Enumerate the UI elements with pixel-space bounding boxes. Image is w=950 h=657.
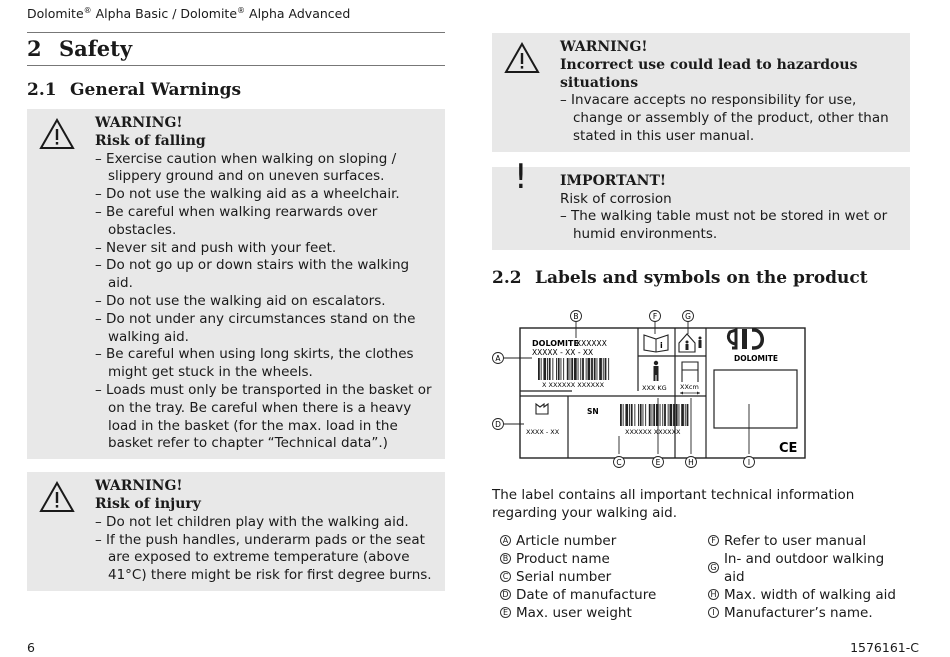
list-item: – Loads must only be transported in the basket or on the tray. Be careful when there is a heavy load in the basket (for the max. load in the basket refer to chapter “Technical data”.) (95, 382, 435, 453)
warning-incorrect-use-box (492, 33, 910, 152)
label-barcode-text: X XXXXXX XXXXXX (542, 380, 605, 389)
legend-item: G In- and outdoor walking aid (700, 550, 908, 586)
list-item: – The walking table must not be stored in wet or humid environments. (560, 208, 900, 244)
legend-item: I Manufacturer’s name. (700, 604, 908, 622)
svg-text:H: H (688, 457, 694, 467)
section-title: Safety (59, 36, 133, 61)
warning-title: Incorrect use could lead to hazardous situations (560, 56, 858, 91)
section-number: 2 (27, 36, 42, 61)
subsection-heading-labels: 2.2 Labels and symbols on the product (492, 267, 868, 288)
legend-item: D Date of manufacture (492, 586, 700, 604)
warning-label: WARNING! (95, 478, 183, 495)
label-date: XXXX - XX (526, 427, 560, 436)
svg-text:F: F (652, 311, 658, 321)
subsection-heading-general: 2.1 General Warnings (27, 80, 242, 100)
list-item: – If the push handles, underarm pads or the seat are exposed to extreme temperature (above 41°C) there might be risk for first degree burns. (95, 532, 435, 585)
list-item: – Invacare accepts no responsibility for use, change or assembly of the product, other than stated in this user manual. (560, 92, 900, 145)
svg-text:D: D (495, 419, 501, 429)
warning-label: WARNING! (95, 115, 183, 131)
list-item: – Do not let children play with the walking aid. (95, 514, 435, 532)
svg-text:E: E (655, 457, 661, 467)
warning-triangle-icon (39, 118, 75, 150)
product-label-diagram (492, 294, 910, 484)
list-item: – Be careful when using long skirts, the clothes might get stuck in the wheels. (95, 346, 435, 382)
svg-text:I: I (747, 457, 751, 467)
legend-item: B Product name (492, 550, 700, 568)
warning-label: WARNING! (560, 39, 648, 55)
marker-g (683, 310, 694, 321)
important-corrosion-box (492, 156, 910, 250)
legend-item: H Max. width of walking aid (700, 586, 908, 604)
svg-text:B: B (573, 311, 579, 321)
label-article: XXXXX - XX - XX (532, 347, 594, 357)
marker-h (686, 456, 697, 467)
warning-triangle-icon (504, 42, 540, 74)
label-serial: XXXXXX XXXXXX (625, 427, 681, 436)
list-item: – Be careful when walking rearwards over obstacles. (95, 204, 435, 240)
label-description: The label contains all important technical information regarding your walking aid. (492, 486, 855, 521)
svg-text:i: i (660, 340, 663, 350)
marker-b (571, 310, 582, 321)
warning-injury-box (27, 472, 445, 591)
warning-title: Risk of falling (95, 132, 206, 149)
warning-list (560, 92, 900, 145)
warning-triangle-icon (39, 481, 75, 513)
right-column (492, 33, 910, 622)
marker-a (493, 352, 504, 363)
ce-mark: CE (779, 440, 798, 456)
warning-list (95, 151, 435, 454)
marker-i (744, 456, 755, 467)
section-heading (27, 32, 445, 66)
document-id: 1576161-C (850, 640, 919, 655)
running-header: Dolomite® Alpha Basic / Dolomite® Alpha Advanced (27, 6, 351, 22)
list-item: – Do not under any circumstances stand on the walking aid. (95, 311, 435, 347)
warning-title: Risk of injury (95, 495, 201, 512)
symbol-legend (492, 532, 910, 622)
important-label: IMPORTANT! (560, 172, 667, 189)
svg-text:A: A (495, 353, 501, 363)
marker-c (614, 456, 625, 467)
list-item: – Exercise caution when walking on sloping / slippery ground and on uneven surfaces. (95, 151, 435, 187)
warning-falling-box (27, 109, 445, 459)
list-item: – Never sit and push with your feet. (95, 240, 435, 258)
marker-d (493, 418, 504, 429)
legend-item: E Max. user weight (492, 604, 700, 622)
important-list (560, 208, 900, 244)
page-number: 6 (27, 640, 35, 655)
marker-e (653, 456, 664, 467)
label-brand: DOLOMITE (532, 338, 579, 348)
list-item: – Do not go up or down stairs with the walking aid. (95, 257, 435, 293)
important-title: Risk of corrosion (560, 190, 672, 207)
svg-text:C: C (616, 457, 622, 467)
marker-f (650, 310, 661, 321)
label-brand-code: XXXXXX (576, 338, 607, 348)
legend-item: F Refer to user manual (700, 532, 908, 550)
label-weight: XXX KG (642, 383, 667, 392)
left-column (27, 32, 445, 591)
list-item: – Do not use the walking aid as a wheelchair. (95, 186, 435, 204)
svg-text:G: G (685, 311, 691, 321)
list-item: – Do not use the walking aid on escalators. (95, 293, 435, 311)
label-sn: SN (587, 406, 599, 416)
warning-list (95, 514, 435, 585)
legend-item: C Serial number (492, 568, 700, 586)
legend-item: A Article number (492, 532, 700, 550)
exclamation-icon: ! (514, 156, 528, 197)
logo-text: DOLOMITE (734, 353, 778, 363)
label-width: XXcm (680, 382, 699, 391)
